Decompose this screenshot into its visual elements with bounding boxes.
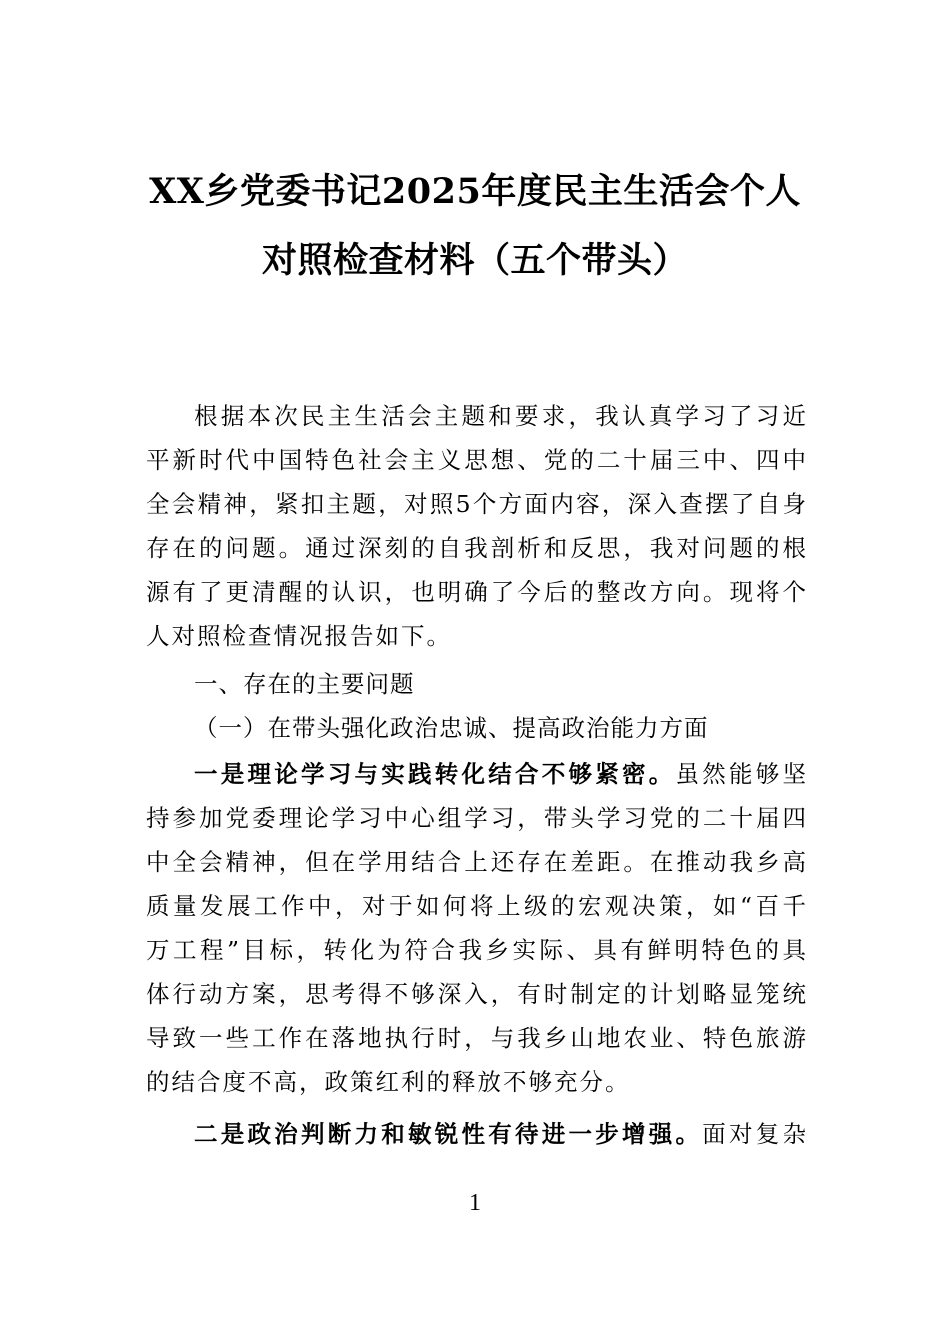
point-1-line: 万工程”目标，转化为符合我乡实际、具有鲜明特色的具 — [146, 936, 808, 964]
point-1-lead-rest: 虽然能够坚 — [675, 760, 808, 788]
point-1-line: 导致一些工作在落地执行时，与我乡山地农业、特色旅游 — [146, 1024, 808, 1052]
document-title-line-2: 对照检查材料（五个带头） — [261, 240, 688, 281]
intro-paragraph-line: 平新时代中国特色社会主义思想、党的二十届三中、四中 — [146, 446, 808, 474]
point-2-lead-rest: 面对复杂 — [702, 1120, 808, 1148]
point-1-line: 体行动方案，思考得不够深入，有时制定的计划略显笼统 — [146, 980, 808, 1008]
page-number: 1 — [469, 1190, 481, 1216]
point-2-first-line — [194, 1112, 808, 1156]
subsection-heading: （一）在带头强化政治忠诚、提高政治能力方面 — [194, 714, 709, 742]
point-1-first-line — [194, 752, 808, 796]
point-1-line: 质量发展工作中，对于如何将上级的宏观决策，如“百千 — [146, 892, 808, 920]
document-title-line-1: XX乡党委书记2025年度民主生活会个人 — [149, 171, 801, 212]
intro-paragraph-line: 人对照检查情况报告如下。 — [146, 622, 452, 650]
intro-paragraph-line: 根据本次民主生活会主题和要求，我认真学习了习近 — [194, 402, 808, 430]
point-1-bold-lead: 一是理论学习与实践转化结合不够紧密。 — [194, 760, 676, 788]
intro-paragraph-line: 源有了更清醒的认识，也明确了今后的整改方向。现将个 — [146, 578, 808, 606]
intro-paragraph-line: 存在的问题。通过深刻的自我剖析和反思，我对问题的根 — [146, 534, 808, 562]
point-1-line: 的结合度不高，政策红利的释放不够充分。 — [146, 1068, 631, 1096]
point-2-bold-lead: 二是政治判断力和敏锐性有待进一步增强。 — [194, 1120, 703, 1148]
intro-paragraph-line: 全会精神，紧扣主题，对照5个方面内容，深入查摆了自身 — [146, 490, 808, 518]
point-1-line: 持参加党委理论学习中心组学习，带头学习党的二十届四 — [146, 804, 808, 832]
section-heading: 一、存在的主要问题 — [194, 670, 415, 698]
point-1-line: 中全会精神，但在学用结合上还存在差距。在推动我乡高 — [146, 848, 808, 876]
